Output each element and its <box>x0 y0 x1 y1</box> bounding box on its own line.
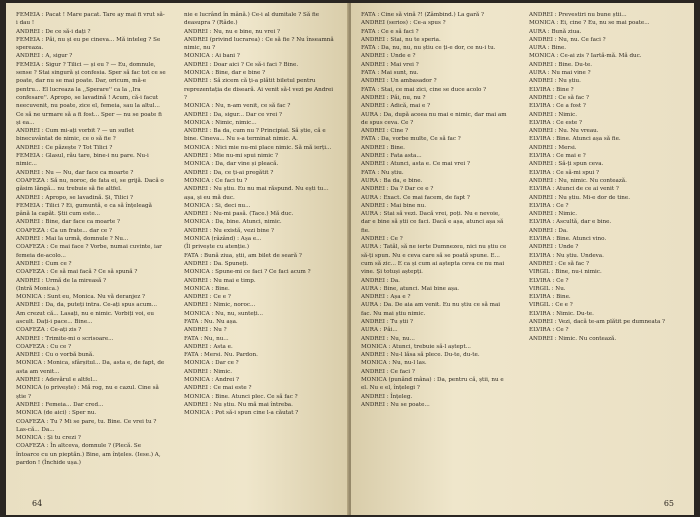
dialogue-paragraph: ANDREI : Nu există, vezi bine ? <box>184 227 274 234</box>
dialogue-paragraph: ANDREI : Unde e ? <box>361 53 416 60</box>
left-page-column-1 <box>16 11 166 491</box>
dialogue-paragraph: MONICA : Nimic, nimic... <box>184 119 257 126</box>
dialogue-paragraph: AURA : Tatăl, să ne ierte Dumnezeu, nici nu știu ce să-ți spun. Nu e ceva care să se poată spune. E... cum să zic... E ca și cum ai aștepta ceva ce nu mai vine. Și totuși aștepți. <box>361 244 507 276</box>
dialogue-paragraph: ANDREI : Ce să fac ? <box>529 94 590 101</box>
dialogue-paragraph: COAFEZA : Tu ? Mi se pare, tu. Bine. Ce vrei tu ? Las-că... Da... <box>16 418 157 433</box>
dialogue-paragraph: ANDREI : Păi, nu, nu ? <box>361 94 426 101</box>
dialogue-paragraph: AURA : Da. De aia am venit. Eu nu știu ce să mai fac. Nu mai știu nimic. <box>361 302 501 317</box>
dialogue-paragraph: ANDREI : Așa e ? <box>361 294 411 301</box>
dialogue-paragraph: COAFEZA : În altceva, domnule ? (Plecă. Se întoarce cu un pieptăn.) Bine, am înțeles. (Iese.) A, pardon ! (Închide ușa.) <box>16 443 161 467</box>
dialogue-paragraph: ANDREI : De ce să-i dați ? <box>16 28 91 35</box>
dialogue-paragraph: ANDREI : Nu știu. <box>529 78 581 85</box>
dialogue-paragraph: ANDREI : Bine, dar face ca moarte ? <box>16 219 120 226</box>
dialogue-paragraph: AURA : Da, după aceea nu mai e nimic, dar mai am de spus ceva. Ce ? <box>361 111 507 126</box>
dialogue-paragraph: ANDREI : Ce e ? <box>184 294 231 301</box>
dialogue-paragraph: ANDREI : Mai bine nu. <box>361 202 427 209</box>
dialogue-paragraph: ANDREI : Trimite-mi o scrisoare... <box>16 335 114 342</box>
dialogue-paragraph: MONICA : Nu, nu, sunteți... <box>184 310 263 317</box>
dialogue-paragraph: MONICA : Andrei ? <box>184 377 239 384</box>
dialogue-paragraph: COAFEZA : Ca un frate... dar ce ? <box>16 227 112 234</box>
dialogue-paragraph: ANDREI : Nimic, noroc... <box>184 302 256 309</box>
dialogue-paragraph: ELVIRA : Ce să-mi spui ? <box>529 169 600 176</box>
dialogue-paragraph: ELVIRA : Ce a fost ? <box>529 103 586 110</box>
dialogue-paragraph: ELVIRA : Bine. Atunci așa să fie. <box>529 136 621 143</box>
dialogue-paragraph: FATA : Bună ziua, știi, am bilet de seară ? <box>184 252 302 259</box>
dialogue-paragraph: ANDREI : Adevărul e altfel... <box>16 377 98 384</box>
dialogue-paragraph: MONICA : Atunci, trebuie să-l aștept... <box>361 343 471 350</box>
dialogue-paragraph: ANDREI : Bine. Du-te. <box>529 61 593 68</box>
dialogue-paragraph: ANDREI : Nu mai e timp. <box>184 277 256 284</box>
dialogue-paragraph: (Intră Monica.) <box>16 285 59 292</box>
dialogue-paragraph: AURA : Bine. <box>529 45 567 52</box>
dialogue-paragraph: MONICA : Monica, sfârșitul... Da, asta e, de fapt, de asta am venit... <box>16 360 165 375</box>
dialogue-paragraph: ELVIRA : Atunci de ce ai venit ? <box>529 186 619 193</box>
dialogue-paragraph: ANDREI : Adică, mai e ? <box>361 103 431 110</box>
left-page-column-2 <box>184 11 334 491</box>
dialogue-paragraph: ANDREI : Cum ce ? <box>16 260 72 267</box>
dialogue-paragraph: ANDREI (serios) : Ce-a spus ? <box>361 20 446 27</box>
dialogue-paragraph: ELVIRA : Nu știu. Undeva. <box>529 252 604 259</box>
dialogue-paragraph: MONICA : Nu, n-am venit, ce să fac ? <box>184 103 291 110</box>
dialogue-paragraph: AURA : Exact. Ce mai facem, de fapt ? <box>361 194 470 201</box>
dialogue-paragraph: ANDREI : Ce să fac ? <box>529 260 590 267</box>
dialogue-paragraph: COAFEZA : Ce-ați zis ? <box>16 327 82 334</box>
dialogue-paragraph: COAFEZA : Ce mai face ? Vorbe, numai cuvinte, iar femeia de-acolo... <box>16 244 162 259</box>
dialogue-paragraph: ELVIRA : Ce mai e ? <box>529 153 586 160</box>
dialogue-paragraph: ANDREI : Un ambasador ? <box>361 78 437 85</box>
dialogue-paragraph: ANDREI : Nu se poate... <box>361 401 430 408</box>
dialogue-paragraph: VIRGIL : Ce e ? <box>529 302 573 309</box>
dialogue-paragraph: ANDREI : Nu. Nu vreau. <box>529 128 599 135</box>
dialogue-paragraph: MONICA : Ei, cine ? Eu, nu se mai poate... <box>529 20 650 27</box>
dialogue-paragraph: AURA : Stai să vezi. Dacă vrei, poți. Nu e nevoie, dar e bine să știi ce faci. Dacă e așa, atunci așa să fie. <box>361 211 504 234</box>
dialogue-paragraph: FATA : Ce e să faci ? <box>361 28 419 35</box>
dialogue-paragraph: ANDREI : Nu, nu e bine, nu vrei ? <box>184 28 281 35</box>
dialogue-paragraph: MONICA : Spune-mi ce faci ? Ce faci acum ? <box>184 269 311 276</box>
dialogue-paragraph: ANDREI : Ce faci ? <box>361 368 415 375</box>
dialogue-paragraph: ANDREI (privind lucrarea) : Ce să fie ? Nu înseamnă nimic, nu ? <box>184 36 334 52</box>
dialogue-paragraph: MONICA : Ai bani ? <box>184 53 240 60</box>
dialogue-paragraph: ANDREI : Tu știi ? <box>361 318 413 325</box>
dialogue-paragraph: ANDREI : Ba da, cum nu ? Principial. Să știe, că e bine. Cineva... Nu s-a terminat nimic. A. <box>184 128 326 143</box>
dialogue-paragraph: FATA : Nu știu. <box>361 169 404 176</box>
dialogue-paragraph: FATA : Nu, nu... <box>184 335 229 342</box>
dialogue-paragraph: ELVIRA : Bine. Atunci vino. <box>529 236 607 243</box>
dialogue-paragraph: MONICA : Sunt eu, Monica. Nu vă deranjez ? <box>16 294 146 301</box>
dialogue-paragraph: ANDREI : Unde ? <box>529 244 579 251</box>
dialogue-paragraph: ANDREI : Cu o vorbă bună. <box>16 352 94 359</box>
dialogue-paragraph: ANDREI : Atunci, asta e. Ce mai vrei ? <box>361 161 470 168</box>
dialogue-paragraph: ANDREI : Mie nu-mi spui nimic ? <box>184 153 278 160</box>
dialogue-paragraph: ANDREI : Prevestiri nu bune știi... <box>529 12 627 18</box>
dialogue-paragraph: ANDREI : Asta e. <box>184 343 233 350</box>
dialogue-paragraph: ELVIRA : Ce ? <box>529 277 569 284</box>
dialogue-paragraph: (Îl privește cu atenție.) <box>184 244 249 251</box>
left-page <box>6 3 349 515</box>
dialogue-paragraph: ANDREI : Să-ți spun ceva. <box>529 161 604 168</box>
dialogue-paragraph: AURA : Ba da, e bine. <box>361 177 423 184</box>
dialogue-paragraph: AURA : Nu mai vine ? <box>529 70 591 77</box>
dialogue-paragraph: MONICA (punând mâna) : Da, pentru că, știi, nu e el. Nu e el, înțelegi ? <box>361 377 504 392</box>
dialogue-paragraph: ELVIRA : Bine ? <box>529 86 574 93</box>
dialogue-paragraph: MONICA : Dar ce ? <box>184 360 239 367</box>
dialogue-paragraph: FATA : Mai sunt, nu. <box>361 70 419 77</box>
dialogue-paragraph: FEMEIA : Sigur ? Tilici — și eu ? — Eu, domnule, sense ? Stai singură și confesia. Sper să fac tot ce se poate, dar nu se mai poate. Dar, oricum, mă-e pentru... El lucreaza la ,,Sperare'' ca la ,,Ira confesare''. Apropo, se lavadină ! Acum, că-i facut neecuvenit, nu poate, zice el, femeia, sau la altul... Ce să ne urmare să a fi fost... Sper — nu se poate fi și ea... <box>16 61 166 126</box>
dialogue-paragraph: MONICA : Ce-ai zis ? Iartă-mă. Mă duc. <box>529 53 642 60</box>
dialogue-paragraph: nie e lucrând în mână.) Ce-i al dumitale ? Să fie deasupra ? (Râde.) <box>184 12 319 27</box>
dialogue-paragraph: MONICA : Și tu crezi ? <box>16 435 81 442</box>
dialogue-paragraph: ANDREI : Cum mi-ați vorbit ? — un suflet binecuvântat de nimic, ce o să fie ? <box>16 128 134 143</box>
dialogue-paragraph: FATA : Mersi. Nu. Pardon. <box>184 352 258 359</box>
dialogue-paragraph: ANDREI : Ce mai este ? <box>184 385 252 392</box>
dialogue-paragraph: FATA : Da, vorbe multe, Ce să fac ? <box>361 136 461 143</box>
dialogue-paragraph: ANDREI : Nu știu. Mi-e dor de tine. <box>529 194 630 201</box>
dialogue-paragraph: ANDREI : Ce ? <box>361 236 403 243</box>
dialogue-paragraph: ANDREI : A, sigur ? <box>16 53 73 60</box>
dialogue-paragraph: ANDREI : Fata asta... <box>361 153 422 160</box>
dialogue-paragraph: FEMEIA : Glasul, rău tare, bine-i nu pare. Nu-i nimic... <box>16 153 149 168</box>
dialogue-paragraph: ANDREI : Da, sigur... Dar ce vrei ? <box>184 111 282 118</box>
right-page-number: 65 <box>663 499 674 508</box>
dialogue-paragraph: ANDREI : Nu — Nu, dar face ca moarte ? <box>16 169 134 176</box>
dialogue-paragraph: COAFEZA : Cu ce ? <box>16 343 72 350</box>
dialogue-paragraph: ANDREI : Da. <box>361 277 400 284</box>
dialogue-paragraph: ANDREI : Doar aici ? Ce să-i faci ? Bine. <box>184 61 299 68</box>
dialogue-paragraph: ANDREI : Înțeleg. <box>361 393 413 400</box>
dialogue-paragraph: ANDREI : Da ? Dar ce e ? <box>361 186 434 193</box>
dialogue-paragraph: ELVIRA : Ascultă, dar e bine. <box>529 219 612 226</box>
dialogue-paragraph: ANDREI : Nimic. <box>529 211 578 218</box>
right-page-column-2 <box>529 11 679 491</box>
dialogue-paragraph: ANDREI : Da. <box>529 227 568 234</box>
dialogue-paragraph: ANDREI : Nu-mi pasă. (Tace.) Mă duc. <box>184 211 294 218</box>
dialogue-paragraph: ANDREI : Apropo, se lavadină. Și, Tilici ? <box>16 194 133 201</box>
dialogue-paragraph: ANDREI : Mai la urmă, domnule ? Nu... <box>16 236 129 243</box>
dialogue-paragraph: ANDREI : Nimic. <box>184 368 233 375</box>
dialogue-paragraph: ANDREI : Stai, nu te speria. <box>361 36 441 43</box>
dialogue-paragraph: ANDREI : Nu-l lăsa să plece. Du-te, du-te. <box>361 352 480 359</box>
dialogue-paragraph: ANDREI : Cine ? <box>361 128 409 135</box>
dialogue-paragraph: MONICA : Pot să-i spun cine l-a căutat ? <box>184 410 299 417</box>
dialogue-paragraph: FATA : Stai, ce mai zici, cine se duce acolo ? <box>361 86 487 93</box>
dialogue-paragraph: MONICA : Da, dar vine și pleacă. <box>184 161 279 168</box>
dialogue-paragraph: AURA : Bună ziua. <box>529 28 582 35</box>
dialogue-paragraph: ANDREI : Mai vrei ? <box>361 61 419 68</box>
dialogue-paragraph: AURA : Bine, atunci. Mai bine așa. <box>361 285 460 292</box>
dialogue-paragraph: ANDREI : Ce păzește ? Tot Tilici ? <box>16 144 113 151</box>
dialogue-paragraph: ANDREI : Nu știu. Nu mă mai întreba. <box>184 401 293 408</box>
dialogue-paragraph: MONICA : Bine. <box>184 285 230 292</box>
dialogue-paragraph: ANDREI : Da. Spuneți. <box>184 260 249 267</box>
dialogue-paragraph: FATA : Cine să vină ?! (Zâmbind.) La gară ? <box>361 12 484 18</box>
dialogue-paragraph: VIRGIL : Nu. <box>529 285 566 292</box>
dialogue-paragraph: FEMEIA : Pacat ! Mare pacat. Tare ay mai fi vrut să-i dau ! <box>16 12 165 27</box>
dialogue-paragraph: ANDREI : Bine. <box>361 144 405 151</box>
dialogue-paragraph: MONICA : Bine. Atunci plec. Ce să fac ? <box>184 393 298 400</box>
dialogue-paragraph: FATA : Da, nu, nu, nu știu ce ți-e dor, ce nu-i tu. <box>361 45 496 52</box>
right-page-column-1 <box>361 11 511 491</box>
book-spread <box>6 3 694 515</box>
dialogue-paragraph: MONICA : Bine, dar e bine ? <box>184 70 266 77</box>
dialogue-paragraph: MONICA (o privește) : Mă rog, nu e cazul. Cine să știe ? <box>16 385 159 400</box>
dialogue-paragraph: AURA : Păi... <box>361 327 398 334</box>
dialogue-paragraph: ANDREI : Da, ce ți-ai pregătit ? <box>184 169 274 176</box>
dialogue-paragraph: ANDREI : Mersi. <box>529 144 577 151</box>
dialogue-paragraph: FEMEIA : Tilici ? Ei, gumuntă, e ca să înțeleagă până la capăt. Știi cum este... <box>16 202 152 218</box>
dialogue-paragraph: ELVIRA : Ce este ? <box>529 119 582 126</box>
dialogue-paragraph: FEMEIA : Păi, nu și eu pe cineva... Mă inteleg ? Se spereaza. <box>16 36 161 52</box>
dialogue-paragraph: MONICA (de aici) : Sper nu. <box>16 410 97 417</box>
dialogue-paragraph: ANDREI : Nu ? <box>184 327 227 334</box>
dialogue-paragraph: FATA : Nu. Nu așa. <box>184 318 238 325</box>
right-page <box>351 3 694 515</box>
dialogue-paragraph: ANDREI : Femeia... Dar cred... <box>16 401 104 408</box>
dialogue-paragraph: ELVIRA : Ce ? <box>529 327 569 334</box>
dialogue-paragraph: ANDREI : Nimic. <box>529 111 578 118</box>
dialogue-paragraph: ELVIRA : Bine. <box>529 294 571 301</box>
dialogue-paragraph: ELVIRA : Ce ? <box>529 202 569 209</box>
dialogue-paragraph: ANDREI : Nu, nu. Ce faci ? <box>529 36 606 43</box>
dialogue-paragraph: MONICA (râzând) : Așa e... <box>184 236 262 243</box>
dialogue-paragraph: MONICA : Ce faci tu ? <box>184 177 248 184</box>
dialogue-paragraph: MONICA : Si, deci nu... <box>184 202 251 209</box>
dialogue-paragraph: ANDREI : Nu, nimic. Nu contează. <box>529 177 627 184</box>
dialogue-paragraph: MONICA : Da, bine. Atunci, nimic. <box>184 219 282 226</box>
dialogue-paragraph: ANDREI : Nu, nu... <box>361 335 415 342</box>
dialogue-paragraph: ANDREI : Vezi, dacă te-am plătit pe dumneata ? <box>529 318 666 325</box>
dialogue-paragraph: MONICA : Nici mie nu-mi place nimic. Să mă ierți... <box>184 144 332 151</box>
dialogue-paragraph: COAFEZA : Să nu, noroc, de fata ei, se grijă. Dacă o găsim lângă... nu trebuie să fie altfel. <box>16 177 164 193</box>
dialogue-paragraph: ELVIRA : Nimic. Du-te. <box>529 310 594 317</box>
dialogue-paragraph: MONICA : Nu, nu-l las. <box>361 360 427 367</box>
dialogue-paragraph: ANDREI : Nu știu. Eu nu mai răspund. Nu ești tu... așa, și eu mă duc. <box>184 186 329 201</box>
dialogue-paragraph: ANDREI : Nimic. Nu contează. <box>529 335 617 342</box>
dialogue-paragraph: VIRGIL : Bine, nu-i nimic. <box>529 269 602 276</box>
left-page-number: 64 <box>32 499 43 508</box>
dialogue-paragraph: COAFEZA : Ce să mai facă ? Ce să spună ? <box>16 269 138 276</box>
dialogue-paragraph: ANDREI : Urmă de la mireasă ? <box>16 277 107 284</box>
dialogue-paragraph: ANDREI : Să zicem că ți-a plătit biletul pentru reprezentația de diseară. Ai venit să-l vezi pe Andrei ? <box>184 78 334 101</box>
dialogue-paragraph: ANDREI : Da, da, puteți intra. Ce-ați spus acum... Am crezut că... Lasați, nu e nimic. Vorbiți voi, eu ascult. Dați-i pace... Bine... <box>16 302 158 325</box>
